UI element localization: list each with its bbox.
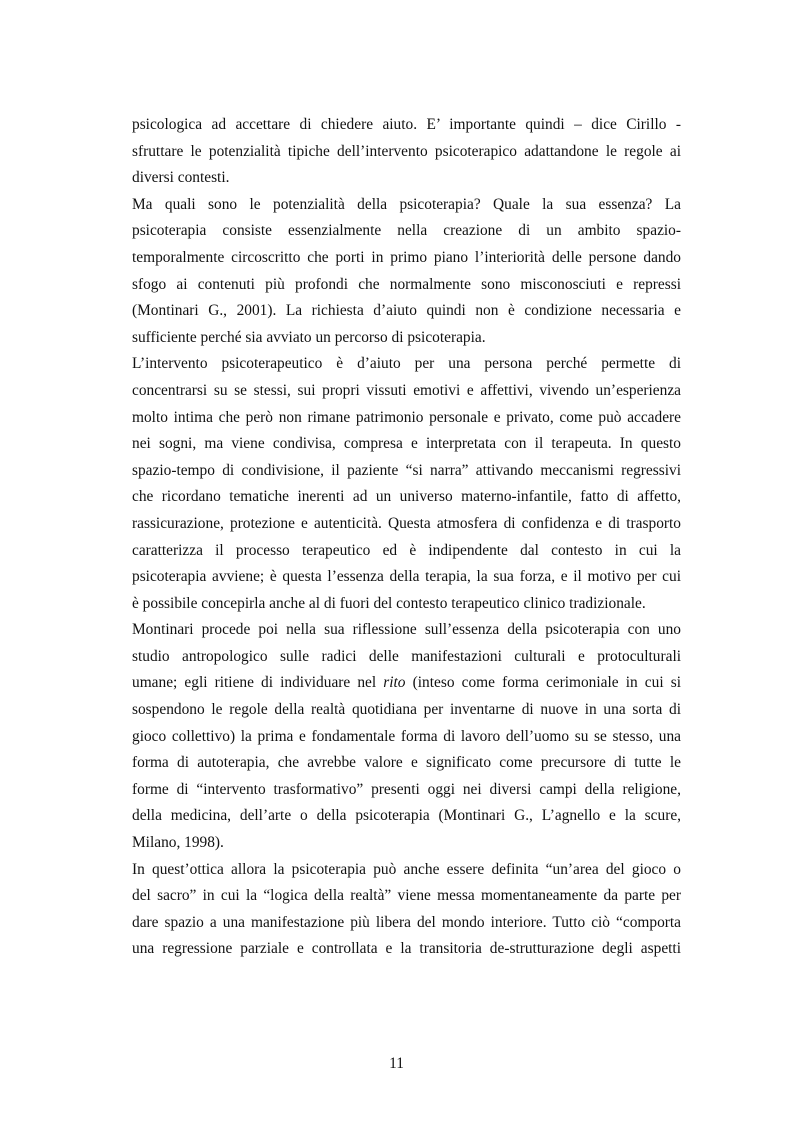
text-line: che ricordano tematiche inerenti ad un universo materno-infantile, fatto di affetto, (132, 488, 681, 506)
text-line: gioco collettivo) la prima e fondamentale forma di lavoro dell’uomo su se stesso, una (132, 727, 681, 745)
text-line: Milano, 1998). (132, 834, 224, 852)
text-line (132, 670, 681, 697)
page-number: 11 (389, 1055, 404, 1072)
text-line: psicologica ad accettare di chiedere aiuto. E’ importante quindi – dice Cirillo - (132, 116, 681, 133)
paragraph (132, 617, 681, 856)
text-line: spazio-tempo di condivisione, il paziente “si narra” attivando meccanismi regressivi (132, 461, 681, 479)
text-line: psicoterapia avviene; è questa l’essenza della terapia, la sua forza, e il motivo per cui (132, 568, 681, 586)
text-line: temporalmente circoscritto che porti in primo piano l’interiorità delle persone dando (132, 248, 681, 266)
italic-term: rito (383, 674, 406, 692)
text-segment: umane; egli ritiene di individuare nel (132, 674, 384, 692)
text-line: sfogo ai contenuti più profondi che normalmente sono misconosciuti e repressi (132, 275, 681, 293)
text-line: sospendono le regole della realtà quotidiana per inventarne di nuove in una sorta di (132, 701, 681, 719)
paragraph (132, 351, 681, 617)
text-line: Ma quali sono le potenzialità della psicoterapia? Quale la sua essenza? La (132, 195, 681, 213)
text-line: (Montinari G., 2001). La richiesta d’aiuto quindi non è condizione necessaria e (132, 302, 681, 320)
text-line: del sacro” in cui la “logica della realtà” viene messa momentaneamente da parte per (132, 887, 681, 905)
text-line: sufficiente perché sia avviato un percorso di psicoterapia. (132, 328, 486, 346)
text-line: sfruttare le potenzialità tipiche dell’intervento psicoterapico adattandone le regole ai (132, 142, 681, 160)
text-line: dare spazio a una manifestazione più libera del mondo interiore. Tutto ciò “comporta (132, 913, 681, 931)
text-line: In quest’ottica allora la psicoterapia può anche essere definita “un’area del gioco o (132, 860, 681, 878)
text-line: forme di “intervento trasformativo” presenti oggi nei diversi campi della religione, (132, 780, 681, 798)
body-text (132, 112, 681, 963)
text-line: caratterizza il processo terapeutico ed è indipendente dal contesto in cui la (132, 541, 681, 559)
text-line: una regressione parziale e controllata e la transitoria de-strutturazione degli aspetti (132, 940, 681, 958)
text-line: della medicina, dell’arte o della psicoterapia (Montinari G., L’agnello e la scure, (132, 807, 681, 825)
text-line: L’intervento psicoterapeutico è d’aiuto per una persona perché permette di (132, 355, 681, 373)
paragraph (132, 112, 681, 192)
text-line: molto intima che però non rimane patrimonio personale e privato, come può accadere (132, 408, 681, 426)
text-line: Montinari procede poi nella sua riflessione sull’essenza della psicoterapia con uno (132, 621, 681, 639)
text-line: è possibile concepirla anche al di fuori del contesto terapeutico clinico tradizionale. (132, 594, 646, 612)
paragraph (132, 857, 681, 963)
paragraph (132, 192, 681, 352)
text-line: psicoterapia consiste essenzialmente nella creazione di un ambito spazio- (132, 222, 681, 240)
text-line: studio antropologico sulle radici delle manifestazioni culturali e protoculturali (132, 647, 681, 665)
text-line: nei sogni, ma viene condivisa, compresa e interpretata con il terapeuta. In questo (132, 435, 681, 453)
text-line: concentrarsi su se stessi, sui propri vissuti emotivi e affettivi, vivendo un’esperienza (132, 381, 681, 399)
text-line: rassicurazione, protezione e autenticità. Questa atmosfera di confidenza e di trasporto (132, 514, 681, 532)
text-segment: (inteso come forma cerimoniale in cui si (405, 674, 681, 692)
text-line: forma di autoterapia, che avrebbe valore e significato come precursore di tutte le (132, 754, 681, 772)
text-line: diversi contesti. (132, 169, 230, 187)
